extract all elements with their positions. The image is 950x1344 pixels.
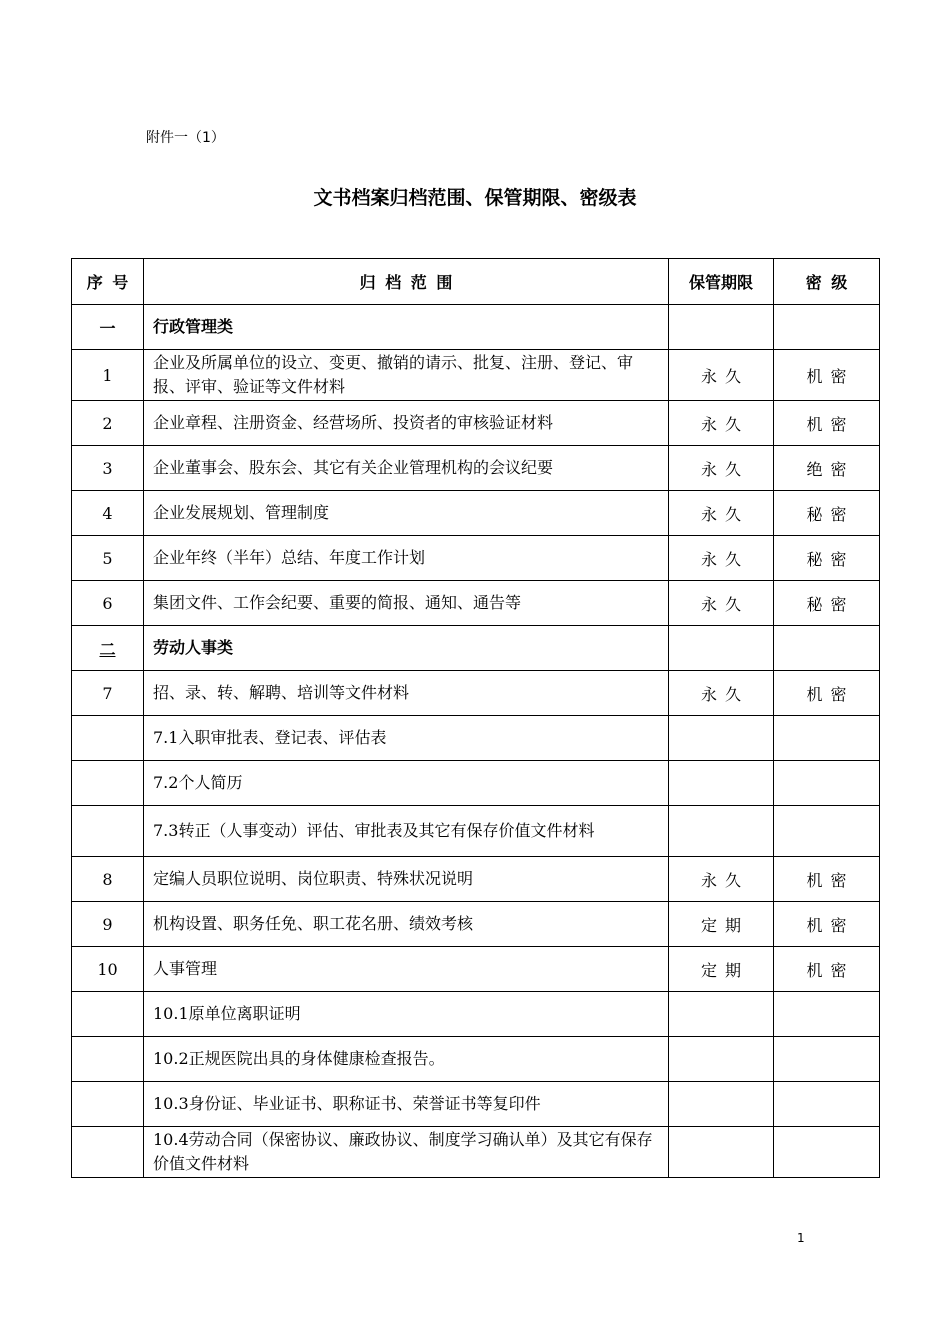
table-row-category xyxy=(72,626,880,671)
table-header-row xyxy=(72,259,880,305)
table-row xyxy=(72,902,880,947)
page-number: 1 xyxy=(797,1231,805,1245)
cell-secret xyxy=(774,1082,880,1127)
cell-num xyxy=(72,1127,144,1178)
cell-period: 定期 xyxy=(669,947,774,992)
table-row xyxy=(72,947,880,992)
cell-num: 8 xyxy=(72,857,144,902)
cell-secret xyxy=(774,716,880,761)
cell-period xyxy=(669,716,774,761)
table-row xyxy=(72,806,880,857)
cell-period: 定期 xyxy=(669,902,774,947)
cell-scope: 7.1入职审批表、登记表、评估表 xyxy=(144,716,669,761)
cell-num xyxy=(72,716,144,761)
cell-num xyxy=(72,1037,144,1082)
cell-secret xyxy=(774,626,880,671)
table-row xyxy=(72,992,880,1037)
cell-secret: 秘密 xyxy=(774,536,880,581)
cell-scope: 企业董事会、股东会、其它有关企业管理机构的会议纪要 xyxy=(144,446,669,491)
cell-num: 2 xyxy=(72,401,144,446)
cell-scope: 行政管理类 xyxy=(144,305,669,350)
cell-num xyxy=(72,806,144,857)
cell-scope: 企业发展规划、管理制度 xyxy=(144,491,669,536)
cell-secret xyxy=(774,992,880,1037)
cell-period xyxy=(669,305,774,350)
cell-scope: 人事管理 xyxy=(144,947,669,992)
table-row xyxy=(72,581,880,626)
cell-num: 1 xyxy=(72,350,144,401)
header-num: 序号 xyxy=(72,259,144,305)
cell-scope: 10.2正规医院出具的身体健康检查报告。 xyxy=(144,1037,669,1082)
cell-period: 永久 xyxy=(669,401,774,446)
cell-scope: 企业章程、注册资金、经营场所、投资者的审核验证材料 xyxy=(144,401,669,446)
cell-scope: 7.2个人简历 xyxy=(144,761,669,806)
table-row xyxy=(72,761,880,806)
table-row-category xyxy=(72,305,880,350)
table-row xyxy=(72,671,880,716)
cell-num: 3 xyxy=(72,446,144,491)
header-secret: 密级 xyxy=(774,259,880,305)
cell-period: 永久 xyxy=(669,671,774,716)
cell-num: 6 xyxy=(72,581,144,626)
cell-period xyxy=(669,626,774,671)
cell-scope: 招、录、转、解聘、培训等文件材料 xyxy=(144,671,669,716)
archive-table xyxy=(71,258,880,1178)
cell-period xyxy=(669,992,774,1037)
table-row xyxy=(72,536,880,581)
cell-period xyxy=(669,1082,774,1127)
cell-secret: 机密 xyxy=(774,671,880,716)
cell-secret: 秘密 xyxy=(774,581,880,626)
cell-period: 永久 xyxy=(669,446,774,491)
cell-scope: 机构设置、职务任免、职工花名册、绩效考核 xyxy=(144,902,669,947)
cell-num: 一 xyxy=(72,305,144,350)
cell-secret xyxy=(774,1037,880,1082)
cell-period xyxy=(669,1127,774,1178)
cell-secret: 绝密 xyxy=(774,446,880,491)
cell-num xyxy=(72,992,144,1037)
cell-period xyxy=(669,806,774,857)
table-row xyxy=(72,1127,880,1178)
document-title: 文书档案归档范围、保管期限、密级表 xyxy=(313,187,637,209)
table-row xyxy=(72,350,880,401)
table-row xyxy=(72,446,880,491)
cell-secret xyxy=(774,1127,880,1178)
cell-scope: 7.3转正（人事变动）评估、审批表及其它有保存价值文件材料 xyxy=(144,806,669,857)
cell-secret: 机密 xyxy=(774,401,880,446)
attachment-label: 附件一（1） xyxy=(146,130,225,146)
table-row xyxy=(72,401,880,446)
cell-period: 永久 xyxy=(669,857,774,902)
table-row xyxy=(72,491,880,536)
cell-num: 10 xyxy=(72,947,144,992)
cell-secret xyxy=(774,305,880,350)
cell-num: 4 xyxy=(72,491,144,536)
header-period: 保管期限 xyxy=(669,259,774,305)
cell-secret: 机密 xyxy=(774,902,880,947)
cell-num: 5 xyxy=(72,536,144,581)
table-row xyxy=(72,1037,880,1082)
cell-period: 永久 xyxy=(669,581,774,626)
cell-scope: 10.3身份证、毕业证书、职称证书、荣誉证书等复印件 xyxy=(144,1082,669,1127)
cell-period: 永久 xyxy=(669,491,774,536)
header-scope: 归档范围 xyxy=(144,259,669,305)
cell-scope: 10.4劳动合同（保密协议、廉政协议、制度学习确认单）及其它有保存价值文件材料 xyxy=(144,1127,669,1178)
table-row xyxy=(72,1082,880,1127)
cell-secret xyxy=(774,761,880,806)
cell-num xyxy=(72,1082,144,1127)
table-row xyxy=(72,857,880,902)
cell-scope: 集团文件、工作会纪要、重要的简报、通知、通告等 xyxy=(144,581,669,626)
cell-secret: 秘密 xyxy=(774,491,880,536)
category-num-underlined: 二 xyxy=(99,639,116,659)
cell-period xyxy=(669,761,774,806)
cell-period xyxy=(669,1037,774,1082)
cell-secret: 机密 xyxy=(774,350,880,401)
cell-secret: 机密 xyxy=(774,857,880,902)
cell-num: 9 xyxy=(72,902,144,947)
cell-scope: 10.1原单位离职证明 xyxy=(144,992,669,1037)
cell-period: 永久 xyxy=(669,536,774,581)
table-body xyxy=(72,305,880,1178)
cell-secret: 机密 xyxy=(774,947,880,992)
cell-scope: 企业年终（半年）总结、年度工作计划 xyxy=(144,536,669,581)
cell-num xyxy=(72,761,144,806)
cell-scope: 企业及所属单位的设立、变更、撤销的请示、批复、注册、登记、审报、评审、验证等文件材料 xyxy=(144,350,669,401)
table-row xyxy=(72,716,880,761)
cell-num: 7 xyxy=(72,671,144,716)
cell-num xyxy=(72,626,144,671)
cell-secret xyxy=(774,806,880,857)
cell-period: 永久 xyxy=(669,350,774,401)
cell-scope: 定编人员职位说明、岗位职责、特殊状况说明 xyxy=(144,857,669,902)
cell-scope: 劳动人事类 xyxy=(144,626,669,671)
